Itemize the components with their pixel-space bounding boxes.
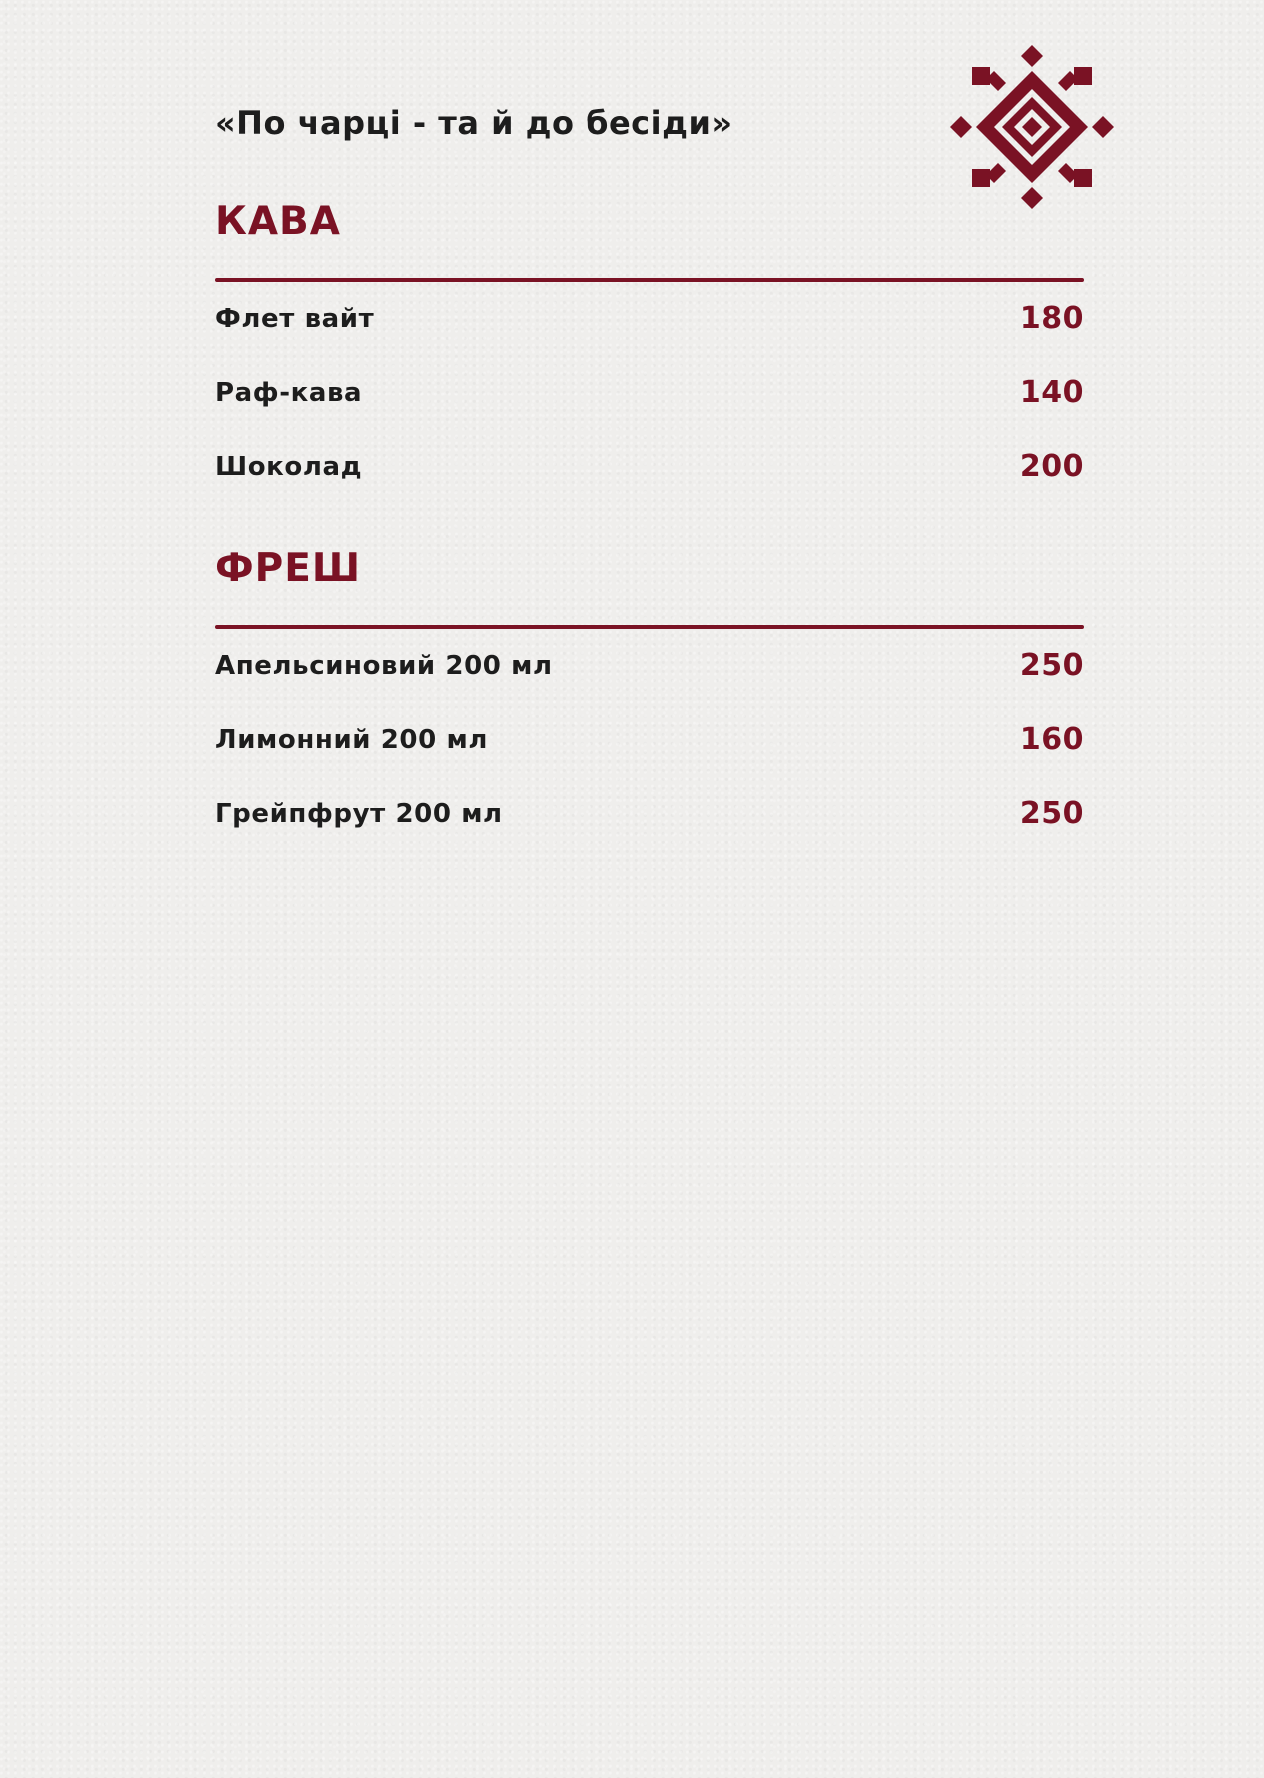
menu-item-name: Раф-кава xyxy=(215,378,363,408)
menu-item-name: Шоколад xyxy=(215,452,363,482)
menu-item xyxy=(215,376,1084,450)
menu-item-name: Лимонний 200 мл xyxy=(215,725,488,755)
section-fresh xyxy=(215,543,1084,871)
menu-item xyxy=(215,723,1084,797)
ornament-icon xyxy=(950,45,1114,209)
menu-item-price: 250 xyxy=(1019,648,1084,683)
section-divider xyxy=(215,625,1084,629)
menu-item-price: 250 xyxy=(1019,796,1084,831)
menu-item-name: Грейпфрут 200 мл xyxy=(215,799,503,829)
menu-item-price: 200 xyxy=(1019,449,1084,484)
menu-item-name: Флет вайт xyxy=(215,304,375,334)
menu-item xyxy=(215,649,1084,723)
menu-item-price: 140 xyxy=(1019,375,1084,410)
section-title-fresh: ФРЕШ xyxy=(215,546,362,591)
menu-item-price: 180 xyxy=(1019,301,1084,336)
menu-tagline: «По чарці - та й до бесіди» xyxy=(215,104,733,142)
menu-item-price: 160 xyxy=(1019,722,1084,757)
section-divider xyxy=(215,278,1084,282)
coffee-item-list xyxy=(215,302,1084,524)
section-coffee xyxy=(215,196,1084,524)
menu-item-name: Апельсиновий 200 мл xyxy=(215,651,553,681)
fresh-item-list xyxy=(215,649,1084,871)
menu-item xyxy=(215,797,1084,871)
menu-item xyxy=(215,302,1084,376)
section-title-coffee: КАВА xyxy=(215,199,341,244)
menu-item xyxy=(215,450,1084,524)
